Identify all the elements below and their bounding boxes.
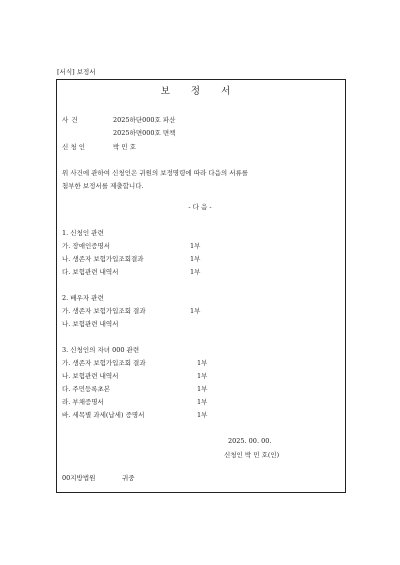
section-3-item-1-count: 1부 [197,359,208,367]
intro-line-1: 위 사건에 관하여 신청인은 귀원의 보정명령에 따라 다음의 서류를 [62,169,249,177]
form-label: [서식] 보정서 [57,68,96,76]
section-3-item-4-count: 1부 [197,398,208,406]
case-label: 사 건 [62,116,79,124]
court-suffix: 귀중 [122,474,135,482]
section-3-item-3: 다. 주민등록초본 [62,385,111,393]
document-frame [56,79,346,493]
document-date: 2025. 00. 00. [228,437,272,445]
case-number-bankruptcy: 2025하단000호 파산 [113,116,176,124]
section-1-item-1: 가. 장애인증명서 [62,242,111,250]
section-3-item-1: 가. 생존자 보험가입조회 결과 [62,359,146,367]
section-1-item-1-count: 1부 [190,242,201,250]
section-2-item-1-count: 1부 [190,307,201,315]
section-2-item-2: 나. 보험관련 내역서 [62,320,119,328]
section-3-item-2: 나. 보험관련 내역서 [62,372,119,380]
section-3-item-5: 바. 세목별 과세(납세) 증명서 [62,411,145,419]
section-2-item-1: 가. 생존자 보험가입조회 결과 [62,307,146,315]
court-name: 00지방법원 [62,474,96,482]
signature-line: 신청인 박 민 호(인) [224,451,280,459]
intro-line-2: 첨부한 보정서를 제출합니다. [62,182,144,190]
section-1-item-2-count: 1부 [190,255,201,263]
section-1-heading: 1. 신청인 관련 [62,229,104,237]
section-1-item-3: 다. 보험관련 내역서 [62,268,119,276]
section-3-heading: 3. 신청인의 자녀 000 관련 [62,346,140,354]
section-3-item-5-count: 1부 [197,411,208,419]
section-1-item-3-count: 1부 [190,268,201,276]
document-title: 보 정 서 [160,86,240,97]
section-1-item-2: 나. 생존자 보험가입조회결과 [62,255,144,263]
case-number-exemption: 2025하면000호 면책 [113,129,176,137]
applicant-name: 박 민 호 [113,143,136,151]
section-2-heading: 2. 배우자 관련 [62,294,104,302]
section-3-item-3-count: 1부 [197,385,208,393]
applicant-label: 신 청 인 [62,143,85,151]
next-heading: - 다 음 - [188,203,212,211]
section-3-item-4: 라. 부채증명서 [62,398,104,406]
section-3-item-2-count: 1부 [197,372,208,380]
